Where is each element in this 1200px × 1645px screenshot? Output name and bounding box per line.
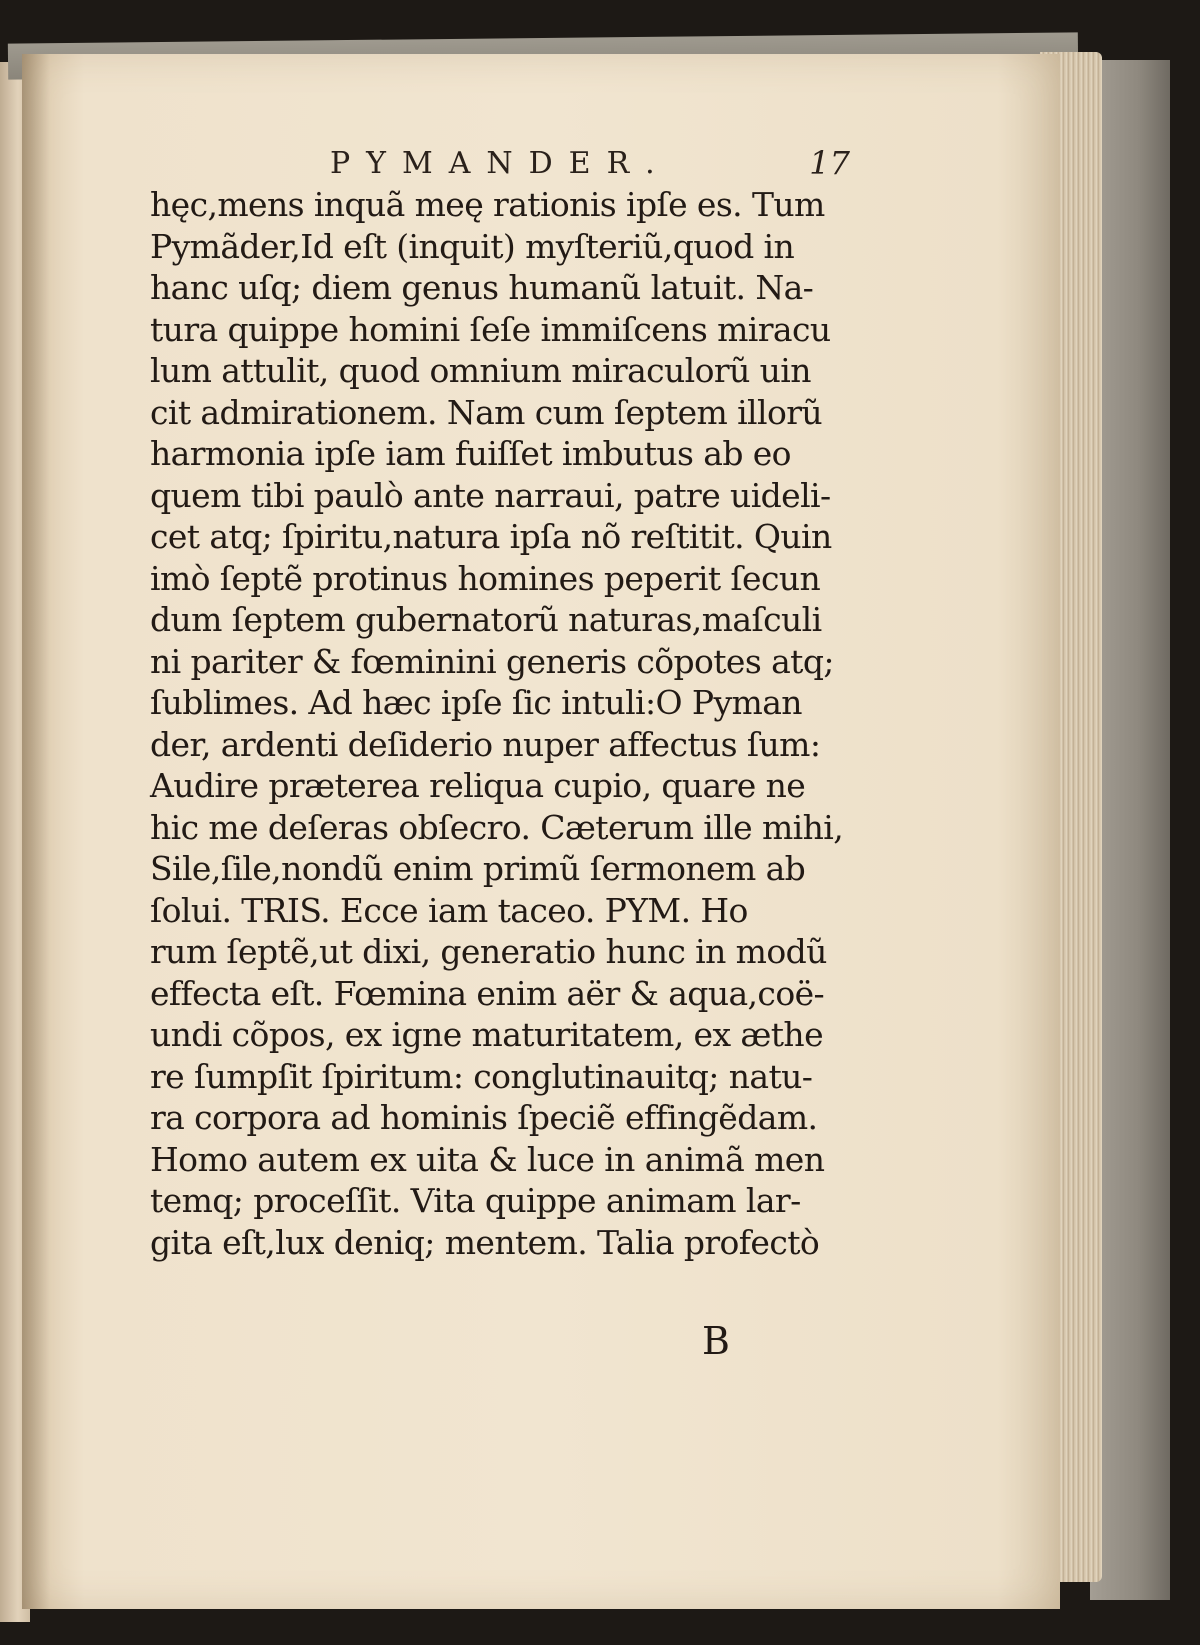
text-line: imò ſeptẽ protinus homines peperit ſecun (150, 558, 821, 598)
text-line: ſolui. TRIS. Ecce iam taceo. PYM. Ho (150, 890, 748, 930)
text-line: tura quippe homini ſeſe immiſcens miracu (150, 309, 831, 349)
text-line: der, ardenti deſiderio nuper affectus ſum: (150, 724, 821, 764)
text-line: Sile,ſile,nondũ enim primũ ſermonem ab (150, 849, 806, 888)
running-title: PYMANDER. (330, 146, 671, 181)
book-page (22, 54, 1060, 1609)
text-line: Homo autem ex uita & luce in animã men (150, 1139, 825, 1179)
text-line: cit admirationem. Nam cum ſeptem illorũ (150, 392, 823, 432)
text-line: hanc uſq; diem genus humanũ latuit. Na- (150, 268, 814, 307)
gutter-shadow (22, 54, 50, 1609)
text-line: Pymãder,Id eſt (inquit) myſteriũ,quod in (150, 226, 795, 266)
text-block (150, 184, 850, 1263)
signature-mark: B (702, 1319, 730, 1363)
text-line: gita eſt,lux deniq; mentem. Talia profectò (150, 1222, 820, 1262)
text-line: quem tibi paulò ante narraui, patre uideli- (150, 475, 831, 515)
text-line: cet atq; ſpiritu,natura ipſa nõ reſtitit. Quin (150, 517, 832, 556)
text-line: effecta eſt. Fœmina enim aër & aqua,coë- (150, 973, 825, 1013)
text-line: dum ſeptem gubernatorũ naturas,maſculi (150, 600, 822, 639)
page-number: 17 (809, 144, 850, 182)
cover-right-edge (1090, 60, 1170, 1600)
text-line: hic me deſeras obſecro. Cæterum ille mihi, (150, 807, 844, 847)
text-line: ra corpora ad hominis ſpeciẽ effingẽdam. (150, 1098, 818, 1137)
text-line: re ſumpſit ſpiritum: conglutinauitq; natu- (150, 1056, 813, 1096)
text-line: lum attulit, quod omnium miraculorũ uin (150, 351, 811, 390)
text-line: ni pariter & fœminini generis cõpotes atq; (150, 641, 834, 681)
text-line: hęc,mens inquã meę rationis ipſe es. Tum (150, 185, 825, 224)
text-line: Audire præterea reliqua cupio, quare ne (150, 766, 806, 805)
text-line: temq; proceſſit. Vita quippe animam lar- (150, 1181, 801, 1220)
text-line: undi cõpos, ex igne maturitatem, ex æthe (150, 1015, 824, 1054)
text-line: rum ſeptẽ,ut dixi, generatio hunc in modũ (150, 932, 827, 971)
text-line: harmonia ipſe iam fuiſſet imbutus ab eo (150, 434, 791, 473)
text-line: ſublimes. Ad hæc ipſe ſic intuli:O Pyman (150, 683, 802, 722)
